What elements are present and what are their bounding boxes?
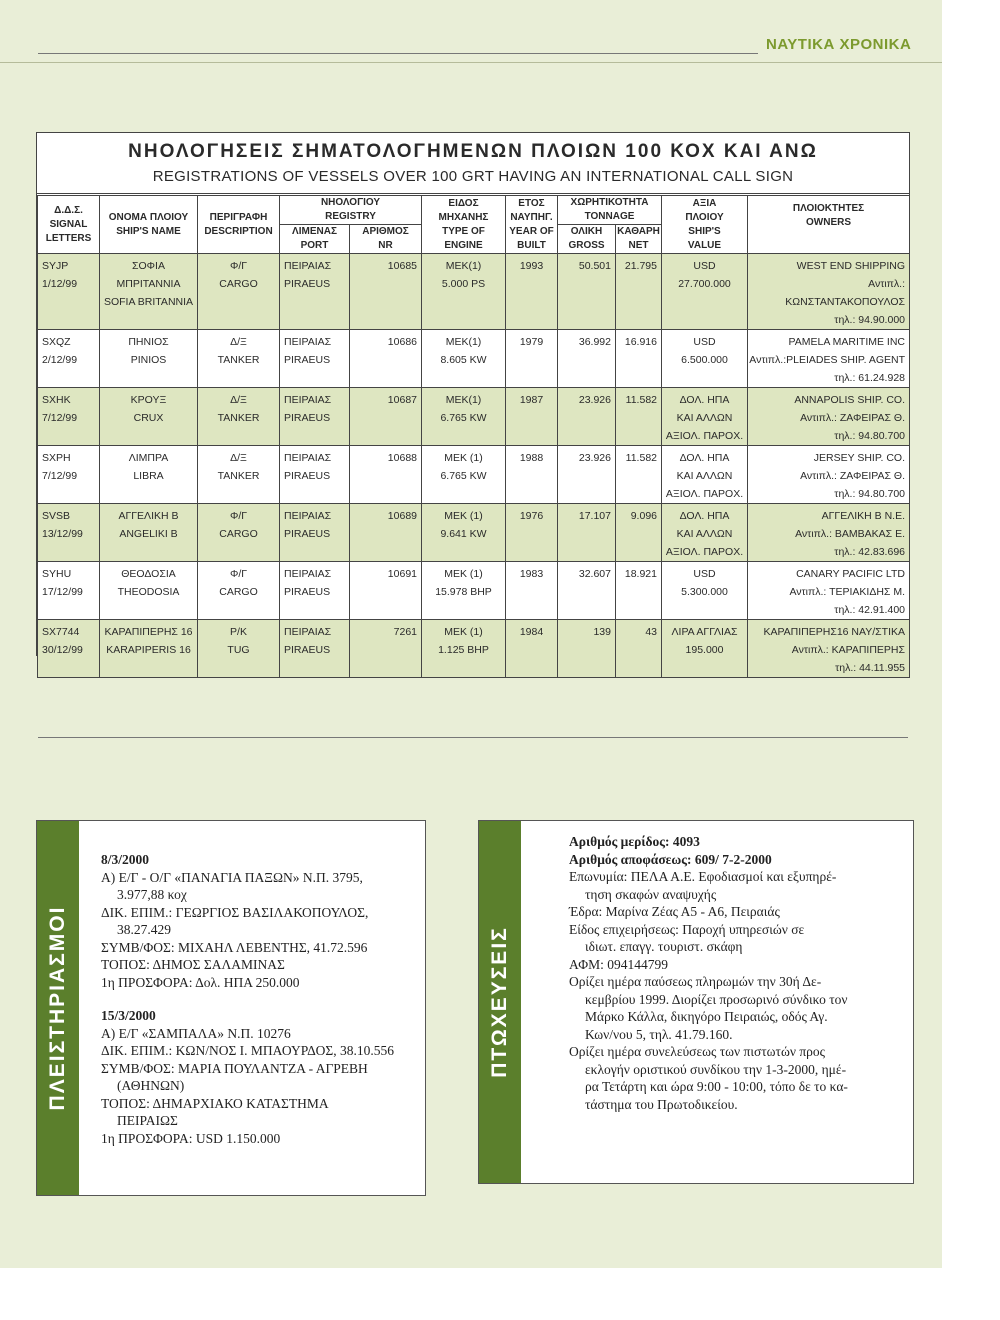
cell-signal: SXQZ 2/12/99 bbox=[38, 330, 100, 388]
cell-value: ΔΟΛ. ΗΠΑ ΚΑΙ ΑΛΛΩΝ ΑΞΙΟΛ. ΠΑΡΟΧ. bbox=[662, 504, 748, 562]
cell-year: 1984 bbox=[506, 620, 558, 678]
cell-engine: ΜΕΚ(1) 6.765 KW bbox=[422, 388, 506, 446]
bankruptcy-line: Κων/νου 5, τηλ. 41.79.160. bbox=[585, 1026, 733, 1042]
auction-line: Α) Ε/Γ «ΣΑΜΠΑΛΑ» Ν.Π. 10276 bbox=[101, 1025, 291, 1041]
cell-description: Δ/Ξ TANKER bbox=[198, 446, 280, 504]
bankruptcy-line: Ορίζει ημέρα συνελεύσεως των πιστωτών προς bbox=[569, 1044, 825, 1059]
cell-engine: ΜΕΚ(1) 5.000 PS bbox=[422, 254, 506, 330]
cell-year: 1988 bbox=[506, 446, 558, 504]
bankruptcy-line: Έδρα: Μαρίνα Ζέας Α5 - Α6, Πειραιάς bbox=[569, 904, 780, 919]
header-description: ΠΕΡΙΓΡΑΦΗ DESCRIPTION bbox=[198, 196, 280, 254]
bankruptcy-line: Είδος επιχειρήσεως: Παροχή υπηρεσιών σε bbox=[569, 921, 805, 937]
auction-line: ΠΕΙΡΑΙΩΣ bbox=[117, 1113, 178, 1128]
header-port: ΛΙΜΕΝΑΣ PORT bbox=[280, 225, 350, 254]
cell-nr: 10688 bbox=[350, 446, 422, 504]
cell-year: 1993 bbox=[506, 254, 558, 330]
cell-port: ΠΕΙΡΑΙΑΣ PIRAEUS bbox=[280, 388, 350, 446]
cell-gross: 50.501 bbox=[558, 254, 616, 330]
cell-name: ΚΡΟΥΞ CRUX bbox=[100, 388, 198, 446]
cell-owners: JERSEY SHIP. CO. Αντιπλ.: ΖΑΦΕΙΡΑΣ Θ. τηλ.: 94.80.700 bbox=[748, 446, 910, 504]
cell-signal: SYHU 17/12/99 bbox=[38, 562, 100, 620]
cell-gross: 36.992 bbox=[558, 330, 616, 388]
auction-line: 38.27.429 bbox=[117, 922, 171, 937]
auctions-box bbox=[36, 820, 426, 1196]
bankruptcy-line: ΑΦΜ: 094144799 bbox=[569, 956, 668, 972]
auction-line: 3.977,88 κοχ bbox=[117, 887, 187, 902]
bankruptcy-line: τάστημα του Πρωτοδικείου. bbox=[585, 1096, 738, 1112]
cell-nr: 10685 bbox=[350, 254, 422, 330]
auction-line: ΤΟΠΟΣ: ΔΗΜΟΣ ΣΑΛΑΜΙΝΑΣ bbox=[101, 957, 285, 972]
cell-engine: ΜΕΚ (1) 6.765 KW bbox=[422, 446, 506, 504]
header-registry: ΝΗΟΛΟΓΙΟΥ REGISTRY bbox=[280, 196, 422, 225]
bankruptcies-box bbox=[478, 820, 914, 1184]
bankruptcy-line: ρα Τετάρτη και ώρα 9:00 - 10:00, τόπο δε το κα- bbox=[585, 1079, 848, 1094]
auction-line: (ΑΘΗΝΩΝ) bbox=[117, 1078, 185, 1093]
section-divider bbox=[38, 737, 908, 738]
cell-nr: 10686 bbox=[350, 330, 422, 388]
cell-port: ΠΕΙΡΑΙΑΣ PIRAEUS bbox=[280, 330, 350, 388]
bankruptcy-line: Αριθμός μερίδος: 4093 bbox=[569, 834, 700, 849]
cell-name: ΑΓΓΕΛΙΚΗ Β ANGELIKI B bbox=[100, 504, 198, 562]
registrations-subtitle: REGISTRATIONS OF VESSELS OVER 100 GRT HAVING AN INTERNATIONAL CALL SIGN bbox=[152, 168, 794, 185]
cell-description: Φ/Γ CARGO bbox=[198, 254, 280, 330]
auction-line: ΔΙΚ. ΕΠΙΜ.: ΚΩΝ/ΝΟΣ Ι. ΜΠΑΟΥΡΔΟΣ, 38.10.556 bbox=[101, 1043, 394, 1058]
header-net: ΚΑΘΑΡΗ NET bbox=[616, 225, 662, 254]
cell-value: ΛΙΡΑ ΑΓΓΛΙΑΣ 195.000 bbox=[662, 620, 748, 678]
auction-line: 1η ΠΡΟΣΦΟΡΑ: Δολ. ΗΠΑ 250.000 bbox=[101, 974, 300, 990]
cell-engine: ΜΕΚ(1) 8.605 KW bbox=[422, 330, 506, 388]
header-engine: ΕΙΔΟΣ ΜΗΧΑΝΗΣ TYPE OF ENGINE bbox=[422, 196, 506, 254]
header-value: ΑΞΙΑ ΠΛΟΙΟΥ SHIP'S VALUE bbox=[662, 196, 748, 254]
header-gross: ΟΛΙΚΗ GROSS bbox=[558, 225, 616, 254]
cell-name: ΣΟΦΙΑ ΜΠΡΙΤΑΝΝΙΑ SOFIA BRITANNIA bbox=[100, 254, 198, 330]
auctions-label: ΠΛΕΙΣΤΗΡΙΑΣΜΟΙ bbox=[46, 905, 69, 1111]
cell-name: ΘΕΟΔΟΣΙΑ THEODOSIA bbox=[100, 562, 198, 620]
cell-owners: ΚΑΡΑΠΙΠΕΡΗΣ16 ΝΑΥ/ΣΤΙΚΑ Αντιπλ.: ΚΑΡΑΠΙΠΕΡΗΣ τηλ.: 44.11.955 bbox=[748, 620, 910, 678]
cell-name: ΠΗΝΙΟΣ PINIOS bbox=[100, 330, 198, 388]
cell-port: ΠΕΙΡΑΙΑΣ PIRAEUS bbox=[280, 446, 350, 504]
auctions-label-bar bbox=[37, 821, 79, 1195]
cell-gross: 17.107 bbox=[558, 504, 616, 562]
bankruptcy-line: Μάρκο Κάλλα, δικηγόρο Πειραιώς, οδός Αγ. bbox=[585, 1009, 828, 1024]
cell-signal: SVSB 13/12/99 bbox=[38, 504, 100, 562]
cell-signal: SYJP 1/12/99 bbox=[38, 254, 100, 330]
publication-title: ΝΑΥΤΙΚΑ ΧΡΟΝΙΚΑ bbox=[766, 36, 912, 53]
cell-value: USD 27.700.000 bbox=[662, 254, 748, 330]
bankruptcy-line: τηση σκαφών αναψυχής bbox=[585, 886, 717, 902]
header-underline bbox=[0, 62, 942, 63]
bankruptcy-line: κεμβρίου 1999. Διορίζει προσωρινό σύνδικο τον bbox=[585, 991, 848, 1007]
registrations-table bbox=[37, 195, 910, 678]
bankruptcies-text bbox=[569, 833, 905, 1113]
bankruptcy-line: Ορίζει ημέρα παύσεως πληρωμών την 30ή Δε- bbox=[569, 974, 822, 989]
header-year: ΕΤΟΣ ΝΑΥΠΗΓ. YEAR OF BUILT bbox=[506, 196, 558, 254]
header-rule bbox=[38, 53, 758, 54]
cell-owners: WEST END SHIPPING Αντιπλ.: ΚΩΝΣΤΑΝΤΑΚΟΠΟΥΛΟΣ τηλ.: 94.90.000 bbox=[748, 254, 910, 330]
cell-year: 1976 bbox=[506, 504, 558, 562]
cell-net: 43 bbox=[616, 620, 662, 678]
bankruptcy-line: εκλογήν οριστικού συνδίκου την 1-3-2000, ημέ- bbox=[585, 1061, 847, 1077]
registrations-panel bbox=[36, 132, 910, 674]
header-tonnage: ΧΩΡΗΤΙΚΟΤΗΤΑ TONNAGE bbox=[558, 196, 662, 225]
header-name: ΟΝΟΜΑ ΠΛΟΙΟΥ SHIP'S NAME bbox=[100, 196, 198, 254]
cell-gross: 23.926 bbox=[558, 388, 616, 446]
cell-nr: 7261 bbox=[350, 620, 422, 678]
cell-signal: SX7744 30/12/99 bbox=[38, 620, 100, 678]
cell-owners: ANNAPOLIS SHIP. CO. Αντιπλ.: ΖΑΦΕΙΡΑΣ Θ. τηλ.: 94.80.700 bbox=[748, 388, 910, 446]
table-row bbox=[38, 446, 910, 504]
cell-value: USD 6.500.000 bbox=[662, 330, 748, 388]
header-nr: ΑΡΙΘΜΟΣ NR bbox=[350, 225, 422, 254]
cell-name: ΚΑΡΑΠΙΠΕΡΗΣ 16 KARAPIPERIS 16 bbox=[100, 620, 198, 678]
table-row bbox=[38, 388, 910, 446]
cell-value: USD 5.300.000 bbox=[662, 562, 748, 620]
auction-line: 1η ΠΡΟΣΦΟΡΑ: USD 1.150.000 bbox=[101, 1130, 281, 1146]
cell-gross: 23.926 bbox=[558, 446, 616, 504]
registrations-title: ΝΗΟΛΟΓΗΣΕΙΣ ΣΗΜΑΤΟΛΟΓΗΜΕΝΩΝ ΠΛΟΙΩΝ 100 ΚΟΧ ΚΑΙ ΑΝΩ bbox=[128, 141, 818, 162]
auctions-text bbox=[101, 851, 419, 1147]
auction-line: Α) Ε/Γ - Ο/Γ «ΠΑΝΑΓΙΑ ΠΑΞΩΝ» Ν.Π. 3795, bbox=[101, 869, 363, 885]
bankruptcies-label-bar bbox=[479, 821, 521, 1183]
cell-description: Φ/Γ CARGO bbox=[198, 562, 280, 620]
cell-gross: 139 bbox=[558, 620, 616, 678]
cell-net: 16.916 bbox=[616, 330, 662, 388]
bankruptcy-line: ιδιωτ. επαγγ. τουριστ. σκάφη bbox=[585, 939, 743, 954]
cell-signal: SXHK 7/12/99 bbox=[38, 388, 100, 446]
table-row bbox=[38, 620, 910, 678]
cell-engine: ΜΕΚ (1) 9.641 KW bbox=[422, 504, 506, 562]
cell-gross: 32.607 bbox=[558, 562, 616, 620]
cell-port: ΠΕΙΡΑΙΑΣ PIRAEUS bbox=[280, 254, 350, 330]
cell-description: Φ/Γ CARGO bbox=[198, 504, 280, 562]
table-row bbox=[38, 254, 910, 330]
cell-name: ΛΙΜΠΡΑ LIBRA bbox=[100, 446, 198, 504]
bankruptcy-line: Αριθμός αποφάσεως: 609/ 7-2-2000 bbox=[569, 851, 772, 867]
cell-net: 18.921 bbox=[616, 562, 662, 620]
cell-engine: ΜΕΚ (1) 1.125 BHP bbox=[422, 620, 506, 678]
table-row bbox=[38, 330, 910, 388]
cell-description: Ρ/Κ TUG bbox=[198, 620, 280, 678]
cell-net: 9.096 bbox=[616, 504, 662, 562]
cell-port: ΠΕΙΡΑΙΑΣ PIRAEUS bbox=[280, 562, 350, 620]
table-row bbox=[38, 504, 910, 562]
table-row bbox=[38, 562, 910, 620]
cell-nr: 10687 bbox=[350, 388, 422, 446]
cell-net: 21.795 bbox=[616, 254, 662, 330]
bankruptcies-label: ΠΤΩΧΕΥΣΕΙΣ bbox=[488, 926, 511, 1078]
title-divider bbox=[37, 193, 909, 194]
auction-line: ΔΙΚ. ΕΠΙΜ.: ΓΕΩΡΓΙΟΣ ΒΑΣΙΛΑΚΟΠΟΥΛΟΣ, bbox=[101, 904, 369, 920]
auction-date: 8/3/2000 bbox=[101, 852, 150, 867]
cell-year: 1987 bbox=[506, 388, 558, 446]
header-owners: ΠΛΟΙΟΚΤΗΤΕΣ OWNERS bbox=[748, 196, 910, 254]
cell-port: ΠΕΙΡΑΙΑΣ PIRAEUS bbox=[280, 620, 350, 678]
auction-date: 15/3/2000 bbox=[101, 1008, 156, 1023]
cell-nr: 10691 bbox=[350, 562, 422, 620]
cell-port: ΠΕΙΡΑΙΑΣ PIRAEUS bbox=[280, 504, 350, 562]
bankruptcy-line: Επωνυμία: ΠΕΛΑ Α.Ε. Εφοδιασμοί και εξυπηρέ- bbox=[569, 869, 837, 884]
cell-signal: SXPH 7/12/99 bbox=[38, 446, 100, 504]
cell-net: 11.582 bbox=[616, 388, 662, 446]
cell-nr: 10689 bbox=[350, 504, 422, 562]
cell-owners: CANARY PACIFIC LTD Αντιπλ.: ΤΕΡΙΑΚΙΔΗΣ Μ. τηλ.: 42.91.400 bbox=[748, 562, 910, 620]
cell-description: Δ/Ξ TANKER bbox=[198, 330, 280, 388]
cell-year: 1983 bbox=[506, 562, 558, 620]
cell-year: 1979 bbox=[506, 330, 558, 388]
cell-engine: ΜΕΚ (1) 15.978 BHP bbox=[422, 562, 506, 620]
cell-owners: ΑΓΓΕΛΙΚΗ Β Ν.Ε. Αντιπλ.: ΒΑΜΒΑΚΑΣ Ε. τηλ.: 42.83.696 bbox=[748, 504, 910, 562]
auction-line: ΣΥΜΒ/ΦΟΣ: ΜΙΧΑΗΛ ΛΕΒΕΝΤΗΣ, 41.72.596 bbox=[101, 939, 368, 955]
cell-value: ΔΟΛ. ΗΠΑ ΚΑΙ ΑΛΛΩΝ ΑΞΙΟΛ. ΠΑΡΟΧ. bbox=[662, 446, 748, 504]
auction-line: ΤΟΠΟΣ: ΔΗΜΑΡΧΙΑΚΟ ΚΑΤΑΣΤΗΜΑ bbox=[101, 1095, 329, 1111]
header-signal: Δ.Δ.Σ. SIGNAL LETTERS bbox=[38, 196, 100, 254]
cell-owners: PAMELA MARITIME INC Αντιπλ.:PLEIADES SHIP. AGENT τηλ.: 61.24.928 bbox=[748, 330, 910, 388]
cell-value: ΔΟΛ. ΗΠΑ ΚΑΙ ΑΛΛΩΝ ΑΞΙΟΛ. ΠΑΡΟΧ. bbox=[662, 388, 748, 446]
cell-net: 11.582 bbox=[616, 446, 662, 504]
auction-line: ΣΥΜΒ/ΦΟΣ: ΜΑΡΙΑ ΠΟΥΛΑΝΤΖΑ - ΑΓΡΕΒΗ bbox=[101, 1060, 368, 1076]
cell-description: Δ/Ξ TANKER bbox=[198, 388, 280, 446]
